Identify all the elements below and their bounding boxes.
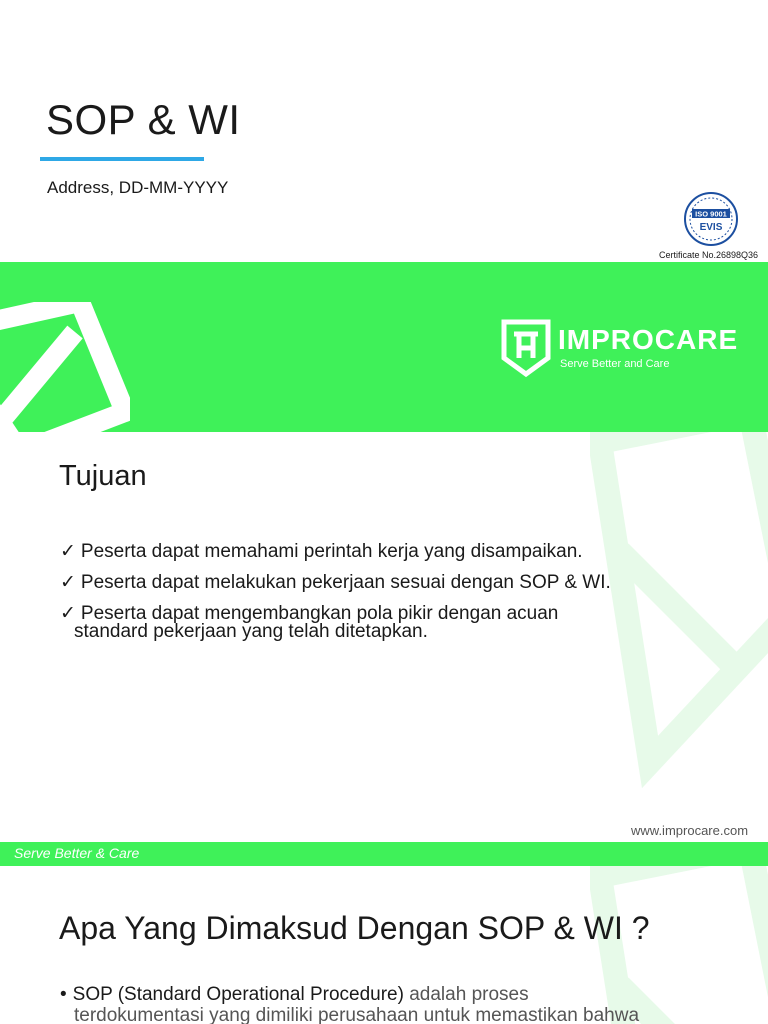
objectives-slide [0, 432, 768, 866]
list-item [60, 567, 611, 598]
definition-text-highlight: proses [471, 984, 529, 1005]
sop-term: SOP (Standard Operational Procedure) [72, 984, 404, 1005]
certificate-number: Certificate No.26898Q36 [659, 250, 759, 260]
address-date: Address, DD-MM-YYYY [47, 178, 229, 197]
iso-label: ISO 9001 [695, 209, 727, 219]
decorative-shape-icon [0, 302, 130, 432]
footer-tagline: Serve Better & Care [14, 845, 140, 861]
iso-9001-badge-icon [684, 192, 738, 246]
definition-line-2: terdokumentasi yang dimiliki perusahaan untuk memastikan bahwa [74, 1005, 640, 1024]
definition-bullet [60, 984, 750, 1024]
brand-tagline: Serve Better and Care [560, 358, 670, 370]
list-item-text: Peserta dapat mengembangkan pola pikir dengan acuan [80, 603, 559, 624]
section-title: Tujuan [59, 460, 147, 492]
definition-slide [0, 866, 768, 1024]
list-item-text: Peserta dapat memahami perintah kerja yang disampaikan. [80, 541, 583, 562]
bullet-icon: • [60, 984, 67, 1005]
brand-band [0, 262, 768, 432]
list-item [60, 598, 611, 643]
list-item-text: Peserta dapat melakukan pekerjaan sesuai dengan SOP & WI. [80, 572, 611, 593]
slide-title: SOP & WI [46, 96, 241, 143]
objectives-list [60, 536, 611, 643]
footer-band [0, 842, 768, 866]
definition-text: adalah [403, 984, 472, 1005]
logo-shield-icon [500, 318, 552, 378]
title-underline [40, 157, 204, 161]
check-icon: ✓ [60, 603, 76, 624]
check-icon: ✓ [60, 541, 76, 562]
improcare-logo [500, 318, 760, 388]
website-url: www.improcare.com [631, 823, 749, 838]
evis-label: EVIS [699, 222, 723, 233]
brand-name: IMPROCARE [558, 324, 739, 355]
check-icon: ✓ [60, 572, 76, 593]
list-item [60, 536, 611, 567]
watermark-shape-icon [590, 432, 768, 866]
section-title: Apa Yang Dimaksud Dengan SOP & WI ? [59, 910, 650, 946]
list-item-continuation: standard pekerjaan yang telah ditetapkan. [74, 621, 428, 642]
title-slide [0, 0, 768, 432]
